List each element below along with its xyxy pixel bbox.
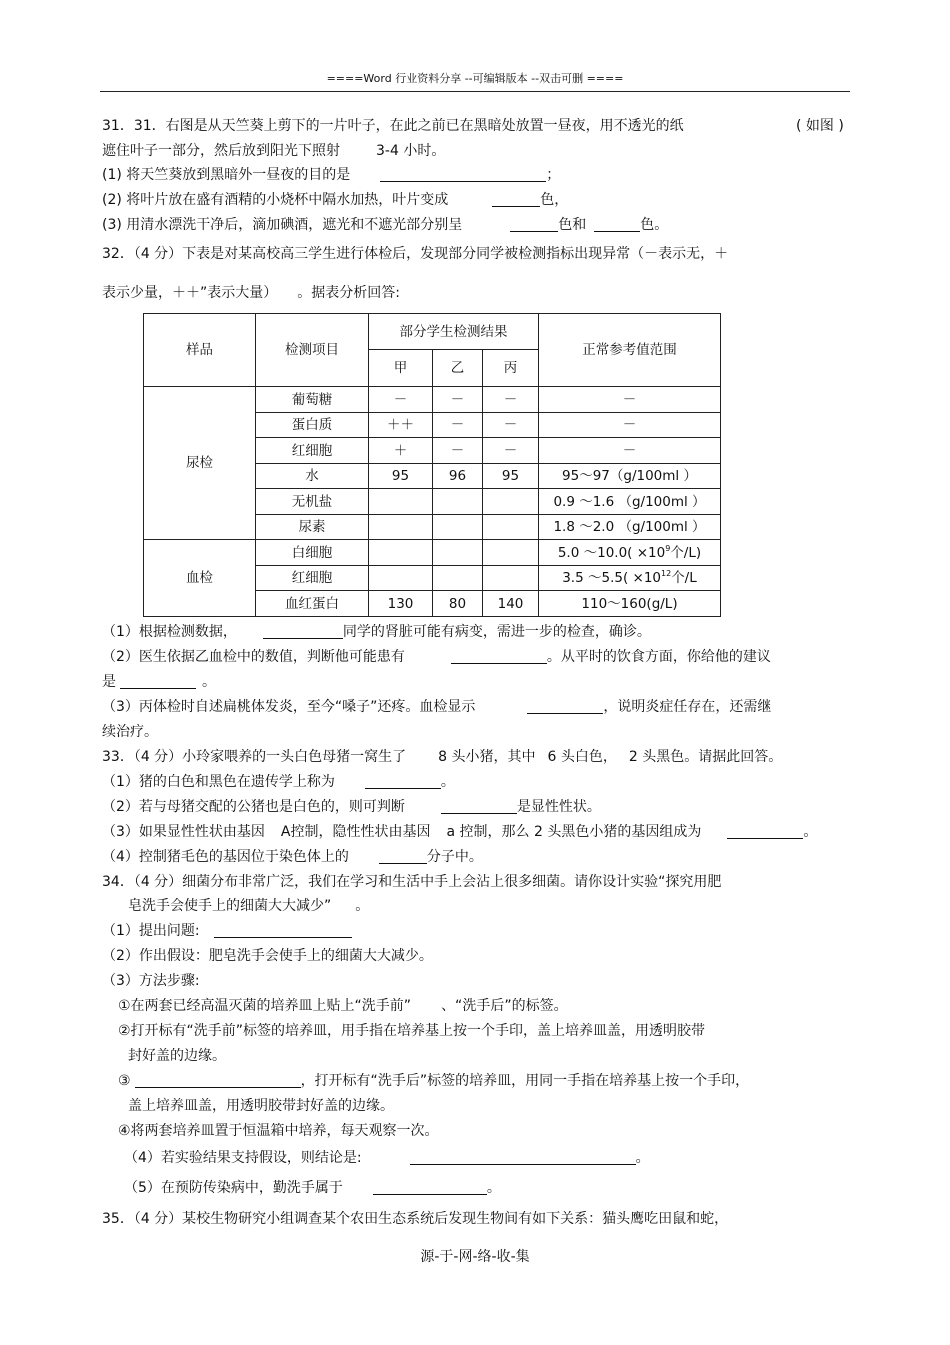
q33-a1: （1）猪的白色和黑色在遗传学上称为 。: [102, 774, 455, 790]
cell-jia: 95: [369, 464, 433, 489]
q31-s1: (1) 将天竺葵放到黑暗外一昼夜的目的是 ；: [102, 167, 561, 183]
cell-item: 红细胞: [256, 566, 369, 591]
cell-normal: 110～160(g/L): [539, 591, 721, 617]
header-student-bing: 丙: [483, 350, 539, 387]
q34-step2a: ②打开标有“洗手前”标签的培养皿，用手指在培养基上按一个手印，盖上培养皿盖，用透明胶带: [118, 1023, 706, 1039]
cell-jia: [369, 489, 433, 515]
header-student-jia: 甲: [369, 350, 433, 387]
answer-blank[interactable]: [365, 774, 441, 789]
cell-normal: 3.5 ～5.5( $\times 10^{12}$个/L: [539, 566, 721, 591]
q32-intro2: 表示少量，＋＋”表示大量） 。据表分析回答:: [102, 285, 400, 301]
cell-item: 无机盐: [256, 489, 369, 515]
q31-s2: (2) 将叶片放在盛有酒精的小烧杯中隔水加热，叶片变成 色，: [102, 192, 569, 208]
cell-normal: 5.0 ～10.0( $\times 10^9$个/L): [539, 540, 721, 566]
cell-yi: －: [433, 438, 483, 464]
cell-yi: 96: [433, 464, 483, 489]
q31-line1: 31．31．右图是从天竺葵上剪下的一片叶子，在此之前已在黑暗处放置一昼夜，用不透光的纸: [102, 118, 684, 134]
header-results: 部分学生检测结果: [369, 314, 539, 350]
cell-normal: －: [539, 413, 721, 438]
cell-jia: [369, 540, 433, 566]
cell-bing: －: [483, 438, 539, 464]
cell-item: 葡萄糖: [256, 387, 369, 413]
q33-a3: （3）如果显性性状由基因 A控制，隐性性状由基因 a 控制，那么 2 头黑色小猪的基因组成为 。: [102, 824, 818, 840]
q34-a3: （3）方法步骤:: [102, 973, 200, 989]
cell-bing: [483, 515, 539, 540]
cell-bing: [483, 489, 539, 515]
answer-blank[interactable]: [594, 217, 640, 232]
cell-yi: [433, 489, 483, 515]
cell-jia: 130: [369, 591, 433, 617]
cell-item: 红细胞: [256, 438, 369, 464]
table-row: [144, 387, 721, 413]
cell-yi: [433, 515, 483, 540]
q32-a3: （3）丙体检时自述扁桃体发炎，至今“嗓子”还疼。血检显示 ，说明炎症任存在，还需继: [102, 699, 772, 715]
q32-a3b: 续治疗。: [102, 724, 158, 740]
cell-yi: [433, 540, 483, 566]
cell-bing: －: [483, 387, 539, 413]
q34-a4: （4）若实验结果支持假设，则结论是: 。: [124, 1150, 650, 1166]
cell-normal: 0.9 ～1.6 （g/100ml ）: [539, 489, 721, 515]
answer-blank[interactable]: [727, 824, 803, 839]
cell-jia: ＋＋: [369, 413, 433, 438]
cell-jia: [369, 566, 433, 591]
answer-blank[interactable]: [214, 923, 352, 938]
q34-step2b: 封好盖的边缘。: [128, 1048, 226, 1064]
q33-a2: （2）若与母猪交配的公猪也是白色的，则可判断 是显性性状。: [102, 799, 601, 815]
q34-intro1: 34．（4 分）细菌分布非常广泛，我们在学习和生活中手上会沾上很多细菌。请你设计实验“探究用肥: [102, 874, 722, 890]
cell-bing: 95: [483, 464, 539, 489]
header-item: 检测项目: [256, 314, 369, 387]
cell-item: 白细胞: [256, 540, 369, 566]
q34-step4: ④将两套培养皿置于恒温箱中培养，每天观察一次。: [118, 1123, 439, 1139]
q31-line1-right: ( 如图 ): [796, 118, 844, 134]
cell-jia: ＋: [369, 438, 433, 464]
cell-item: 血红蛋白: [256, 591, 369, 617]
answer-blank[interactable]: [120, 674, 196, 689]
cell-normal: 1.8 ～2.0 （g/100ml ）: [539, 515, 721, 540]
q31-s3: (3) 用清水漂洗干净后，滴加碘酒，遮光和不遮光部分别呈 色和 色。: [102, 217, 669, 233]
answer-blank[interactable]: [492, 192, 540, 207]
answer-blank[interactable]: [441, 799, 517, 814]
answer-blank[interactable]: [451, 649, 547, 664]
cell-item: 蛋白质: [256, 413, 369, 438]
answer-blank[interactable]: [373, 1180, 487, 1195]
cell-yi: 80: [433, 591, 483, 617]
answer-blank[interactable]: [380, 167, 546, 182]
page-header: ====Word 行业资料分享 --可编辑版本 --双击可删 ====: [326, 72, 624, 85]
header-student-yi: 乙: [433, 350, 483, 387]
q34-a2: （2）作出假设：肥皂洗手会使手上的细菌大大减少。: [102, 948, 433, 964]
header-rule: [100, 91, 850, 92]
cell-bing: 140: [483, 591, 539, 617]
cell-normal: －: [539, 387, 721, 413]
q31-line2: 遮住叶子一部分，然后放到阳光下照射 3-4 小时。: [102, 143, 446, 159]
cell-item: 尿素: [256, 515, 369, 540]
exam-results-table: [143, 313, 721, 617]
q33-intro: 33．（4 分）小玲家喂养的一头白色母猪一窝生了 8 头小猪，其中 6 头白色， 2 头黑色。请据此回答。: [102, 749, 783, 765]
cell-yi: [433, 566, 483, 591]
q33-a4: （4）控制猪毛色的基因位于染色体上的 分子中。: [102, 849, 483, 865]
cell-yi: －: [433, 387, 483, 413]
q32-intro1: 32．（4 分）下表是对某高校高三学生进行体检后，发现部分同学被检测指标出现异常（－表示无，＋: [102, 246, 729, 262]
q34-step3a: ③ ，打开标有“洗手后”标签的培养皿，用同一手指在培养基上按一个手印，: [118, 1073, 750, 1089]
cell-jia: [369, 515, 433, 540]
cell-bing: [483, 540, 539, 566]
answer-blank[interactable]: [410, 1150, 636, 1165]
q35-intro: 35．（4 分）某校生物研究小组调查某个农田生态系统后发现生物间有如下关系：猫头鹰吃田鼠和蛇，: [102, 1211, 729, 1227]
cell-bing: [483, 566, 539, 591]
q34-step1: ①在两套已经高温灭菌的培养皿上贴上“洗手前” 、“洗手后”的标签。: [118, 998, 568, 1014]
answer-blank[interactable]: [527, 699, 603, 714]
group-urine: 尿检: [144, 387, 256, 540]
q34-a5: （5）在预防传染病中，勤洗手属于 。: [124, 1180, 501, 1196]
q34-intro2: 皂洗手会使手上的细菌大大减少” 。: [128, 898, 370, 914]
group-blood: 血检: [144, 540, 256, 617]
header-normal-range: 正常参考值范围: [539, 314, 721, 387]
cell-bing: －: [483, 413, 539, 438]
header-sample: 样品: [144, 314, 256, 387]
page-footer: 源-于-网-络-收-集: [420, 1249, 530, 1265]
q32-a2b: 是 。: [102, 674, 216, 690]
cell-normal: 95～97（g/100ml ）: [539, 464, 721, 489]
cell-normal: －: [539, 438, 721, 464]
cell-item: 水: [256, 464, 369, 489]
answer-blank[interactable]: [379, 849, 427, 864]
q32-a2: （2）医生依据乙血检中的数值，判断他可能患有 。从平时的饮食方面，你给他的建议: [102, 649, 771, 665]
q32-a1: （1）根据检测数据， 同学的肾脏可能有病变，需进一步的检查，确诊。: [102, 624, 651, 640]
table-row: [144, 540, 721, 566]
q34-step3c: 盖上培养皿盖，用透明胶带封好盖的边缘。: [128, 1098, 394, 1114]
cell-yi: －: [433, 413, 483, 438]
answer-blank[interactable]: [263, 624, 343, 639]
q34-a1: （1）提出问题:: [102, 922, 352, 940]
answer-blank[interactable]: [135, 1073, 301, 1088]
cell-jia: －: [369, 387, 433, 413]
answer-blank[interactable]: [510, 217, 558, 232]
